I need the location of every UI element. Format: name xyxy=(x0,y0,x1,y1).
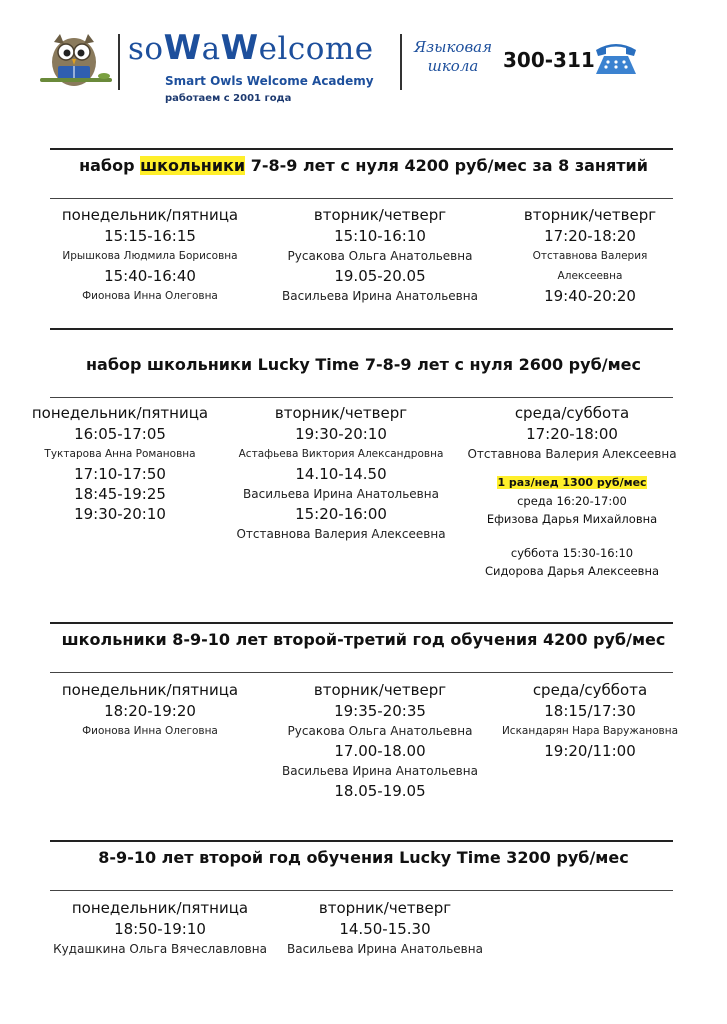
teacher-name: Туктарова Анна Романовна xyxy=(44,448,196,460)
time-slot: 19:30-20:10 xyxy=(295,425,387,443)
time-slot: 18:50-19:10 xyxy=(114,920,206,938)
teacher-name: Искандарян Нара Варужановна xyxy=(501,725,679,737)
schedule-column xyxy=(485,680,695,761)
time-slot: 17:10-17:50 xyxy=(74,465,166,483)
time-slot: 18:20-19:20 xyxy=(104,702,196,720)
schedule-column xyxy=(40,898,280,959)
teacher-name: Ирышкова Людмила Борисовна xyxy=(62,250,238,262)
teacher-name: Васильева Ирина Анатольевна xyxy=(282,289,478,303)
teacher-name: Отставнова Валерия Алексеевна xyxy=(236,527,446,541)
schedule-column xyxy=(20,403,220,524)
header-divider xyxy=(118,34,120,90)
section2-title: набор школьники Lucky Time 7-8-9 лет с нуля 2600 руб/мес xyxy=(85,355,641,374)
time-slot: 18:45-19:25 xyxy=(74,485,166,503)
teacher-name: Ефизова Дарья Михайловна xyxy=(486,512,658,526)
brand-tagline: Smart Owls Welcome Academy xyxy=(165,74,374,88)
phone-number[interactable]: 300-311 xyxy=(503,48,595,72)
time-slot: 19:40-20:20 xyxy=(544,287,636,305)
time-slot: 19:30-20:10 xyxy=(74,505,166,523)
teacher-name: Астафьева Виктория Александровна xyxy=(238,448,444,460)
owl-logo-icon xyxy=(36,32,116,88)
header-divider xyxy=(400,34,402,90)
day-label: понедельник/пятница xyxy=(31,404,209,422)
section-divider xyxy=(50,148,673,150)
teacher-name: Отставнова Валерия xyxy=(532,250,648,262)
section-divider xyxy=(50,328,673,330)
day-label: вторник/четверг xyxy=(318,899,452,917)
telephone-icon xyxy=(592,38,640,78)
teacher-name: Васильева Ирина Анатольевна xyxy=(243,487,439,501)
section-divider xyxy=(50,672,673,673)
schedule-column xyxy=(260,680,500,801)
day-label: вторник/четверг xyxy=(523,206,657,224)
day-label: понедельник/пятница xyxy=(61,681,239,699)
time-slot: 15:10-16:10 xyxy=(334,227,426,245)
teacher-name: Отставнова Валерия Алексеевна xyxy=(467,447,677,461)
schedule-column xyxy=(226,403,456,544)
time-slot: 14.10-14.50 xyxy=(295,465,387,483)
teacher-name: Алексеевна xyxy=(557,270,623,282)
teacher-name: Фионова Инна Олеговна xyxy=(82,725,218,737)
time-slot: 15:20-16:00 xyxy=(295,505,387,523)
section-divider xyxy=(50,622,673,624)
day-label: вторник/четверг xyxy=(274,404,408,422)
teacher-name: Васильева Ирина Анатольевна xyxy=(287,942,483,956)
day-label: среда/суббота xyxy=(514,404,630,422)
time-slot: 19.05-20.05 xyxy=(334,267,426,285)
day-label: среда/суббота xyxy=(532,681,648,699)
time-slot: 19:35-20:35 xyxy=(334,702,426,720)
schedule-column xyxy=(30,205,270,306)
teacher-name: Кудашкина Ольга Вячеславловна xyxy=(53,942,267,956)
day-label: вторник/четверг xyxy=(313,681,447,699)
since-text: работаем с 2001 года xyxy=(165,93,292,104)
day-label: понедельник/пятница xyxy=(71,899,249,917)
time-slot: 17:20-18:20 xyxy=(544,227,636,245)
time-slot: 17:20-18:00 xyxy=(526,425,618,443)
time-slot: 18.05-19.05 xyxy=(334,782,426,800)
time-slot: суббота 15:30-16:10 xyxy=(510,546,634,560)
page-header xyxy=(0,0,727,120)
teacher-name: Русакова Ольга Анатольевна xyxy=(287,249,473,263)
time-slot: 15:15-16:15 xyxy=(104,227,196,245)
teacher-name: Фионова Инна Олеговна xyxy=(82,290,218,302)
section3-title: школьники 8-9-10 лет второй-третий год обучения 4200 руб/мес xyxy=(61,630,666,649)
schedule-column xyxy=(260,205,500,306)
section1-title: набор школьники 7-8-9 лет с нуля 4200 руб/мес за 8 занятий xyxy=(79,156,648,175)
time-slot: 17.00-18.00 xyxy=(334,742,426,760)
schedule-column xyxy=(265,898,505,959)
section-divider xyxy=(50,198,673,199)
schedule-column xyxy=(30,680,270,741)
time-slot: 19:20/11:00 xyxy=(544,742,636,760)
time-slot: 15:40-16:40 xyxy=(104,267,196,285)
price-note: 1 раз/нед 1300 руб/мес xyxy=(497,476,647,489)
section-divider xyxy=(50,890,673,891)
day-label: вторник/четверг xyxy=(313,206,447,224)
time-slot: 18:15/17:30 xyxy=(544,702,636,720)
section-divider xyxy=(50,840,673,842)
time-slot: 14.50-15.30 xyxy=(339,920,431,938)
teacher-name: Сидорова Дарья Алексеевна xyxy=(484,564,660,578)
time-slot: среда 16:20-17:00 xyxy=(517,494,627,508)
section-divider xyxy=(50,397,673,398)
schedule-column xyxy=(462,403,682,580)
teacher-name: Русакова Ольга Анатольевна xyxy=(287,724,473,738)
schedule-column xyxy=(485,205,695,306)
teacher-name: Васильева Ирина Анатольевна xyxy=(282,764,478,778)
day-label: понедельник/пятница xyxy=(61,206,239,224)
section4-title: 8-9-10 лет второй год обучения Lucky Time 3200 руб/мес xyxy=(98,848,629,867)
time-slot: 16:05-17:05 xyxy=(74,425,166,443)
language-school-label: Языковая школа xyxy=(413,38,493,75)
brand-wordmark: soWaWelcome xyxy=(128,28,374,68)
